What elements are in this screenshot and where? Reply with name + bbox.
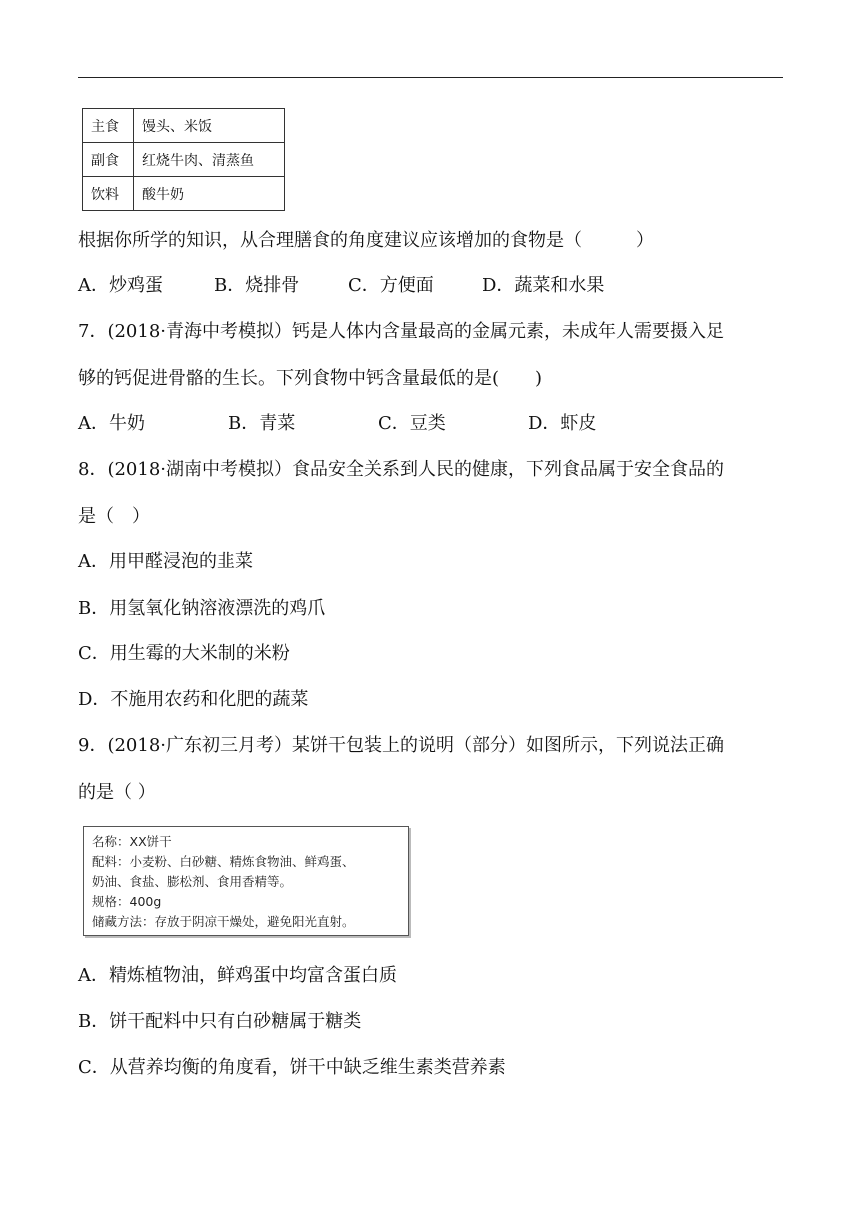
q7-stem-line1: 7．(2018·青海中考模拟）钙是人体内含量最高的金属元素，未成年人需要摄入足	[78, 321, 725, 342]
q7-option-d: D．虾皮	[528, 413, 597, 434]
q7-option-c: C．豆类	[378, 413, 446, 434]
q9-stem-line1: 9．(2018·广东初三月考）某饼干包装上的说明（部分）如图所示，下列说法正确	[78, 735, 725, 756]
q6-option-b: B．烧排骨	[214, 275, 300, 296]
q8-option-c: C．用生霉的大米制的米粉	[78, 643, 290, 664]
diet-table	[82, 108, 285, 211]
q7-option-a: A．牛奶	[78, 413, 145, 434]
header-rule	[78, 77, 783, 78]
q8-option-b: B．用氢氧化钠溶液漂洗的鸡爪	[78, 598, 326, 619]
biscuit-label-figure	[83, 826, 409, 936]
label-storage: 储藏方法：存放于阴凉干燥处，避免阳光直射。	[92, 914, 355, 929]
q9-option-a: A．精炼植物油，鲜鸡蛋中均富含蛋白质	[78, 965, 397, 986]
q6-options	[78, 274, 604, 298]
table-cell-key: 主食	[83, 109, 134, 143]
q6-option-d: D．蔬菜和水果	[482, 275, 605, 296]
label-spec: 规格：400g	[92, 894, 162, 909]
q7-stem-line2: 够的钙促进骨骼的生长。下列食物中钙含量最低的是( )	[78, 368, 543, 389]
q8-stem-line2: 是（ ）	[78, 506, 150, 527]
q7-option-b: B．青菜	[228, 413, 296, 434]
q9-option-b: B．饼干配料中只有白砂糖属于糖类	[78, 1011, 362, 1032]
table-row	[83, 177, 285, 211]
q9-option-c: C．从营养均衡的角度看，饼干中缺乏维生素类营养素	[78, 1057, 506, 1078]
q6-option-c: C．方便面	[348, 275, 434, 296]
q8-option-d: D．不施用农药和化肥的蔬菜	[78, 689, 309, 710]
table-cell-value: 馒头、米饭	[134, 109, 285, 143]
q6-option-a: A．炒鸡蛋	[78, 275, 163, 296]
table-row	[83, 109, 285, 143]
label-ingredients-line2: 奶油、食盐、膨松剂、食用香精等。	[92, 874, 293, 889]
q6-stem: 根据你所学的知识，从合理膳食的角度建议应该增加的食物是（ ）	[78, 230, 654, 251]
label-ingredients-line1: 配料：小麦粉、白砂糖、精炼食物油、鲜鸡蛋、	[92, 854, 355, 869]
q7-options	[78, 412, 596, 436]
table-cell-key: 饮料	[83, 177, 134, 211]
q8-stem-line1: 8．(2018·湖南中考模拟）食品安全关系到人民的健康，下列食品属于安全食品的	[78, 459, 725, 480]
table-row	[83, 143, 285, 177]
label-name: 名称：XX饼干	[92, 834, 172, 849]
q8-option-a: A．用甲醛浸泡的韭菜	[78, 551, 253, 572]
q9-stem-line2: 的是（ ）	[78, 782, 156, 803]
table-cell-value: 酸牛奶	[134, 177, 285, 211]
table-cell-key: 副食	[83, 143, 134, 177]
table-cell-value: 红烧牛肉、清蒸鱼	[134, 143, 285, 177]
